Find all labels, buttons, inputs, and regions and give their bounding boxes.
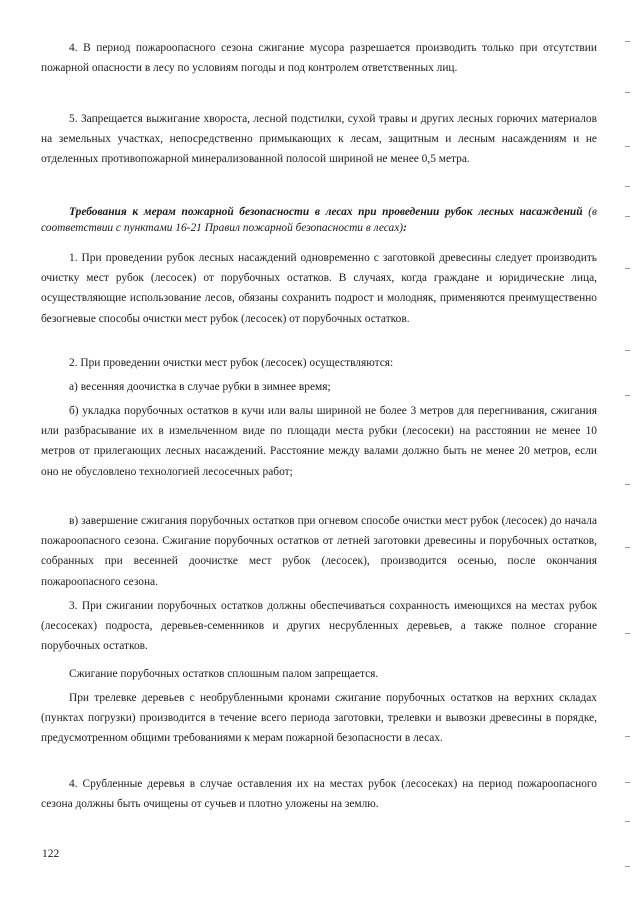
scan-edge-mark — [625, 41, 630, 42]
body-paragraph-4: 4. Срубленные деревья в случае оставления их на местах рубок (лесосеках) на период пожароопасного сезона должны быть очищены от сучьев и плотно уложены на землю. — [41, 778, 597, 811]
scan-edge-mark — [625, 547, 630, 548]
scan-edge-mark — [625, 736, 630, 737]
scan-edge-mark — [625, 484, 630, 485]
scan-edge-mark — [625, 216, 630, 217]
body-continuous-burn-note: Сжигание порубочных остатков сплошным палом запрещается. — [69, 668, 379, 680]
scan-edge-mark — [625, 633, 630, 634]
section-heading-colon: : — [403, 222, 407, 234]
body-paragraph-3: 3. При сжигании порубочных остатков должны обеспечиваться сохранность имеющихся на местах рубок (лесосеках) подроста, деревьев-семенников и других несрубленных деревьев, а также полное сгорание порубочных остатков. — [41, 600, 597, 653]
scan-edge-mark — [625, 782, 630, 783]
paragraph-4-garbage-burning: 4. В период пожароопасного сезона сжигание мусора разрешается производить только при отсутствии пожарной опасности в лесу по условиям погоды и под контролем ответственных лиц. — [41, 42, 597, 75]
scan-edge-mark — [625, 268, 630, 269]
scan-edge-mark — [625, 92, 630, 93]
scan-edge-mark — [625, 146, 630, 147]
section-heading-subtitle: (в соответствии с пунктами 16-21 Правил пожарной безопасности в лесах) — [41, 206, 597, 234]
body-item-v: в) завершение сжигания порубочных остатков при огневом способе очистки мест рубок (лесосек) до начала пожароопасного сезона. Сжигание порубочных остатков от летней заготовки древесины и порубочных остатков, собранных при весенней доочистке мест рубок (лесосек), производится осенью, после окончания пожароопасного сезона. — [41, 515, 597, 588]
scan-edge-mark — [625, 186, 630, 187]
section-heading — [41, 204, 597, 236]
paragraph-5-burning-prohibition: 5. Запрещается выжигание хвороста, лесной подстилки, сухой травы и других лесных горючих материалов на земельных участках, непосредственно примыкающих к лесам, защитным и лесным насаждениям и не отделенных противопожарной минерализованной полосой шириной не менее 0,5 метра. — [41, 113, 597, 166]
body-skidding-paragraph: При трелевке деревьев с необрубленными кронами сжигание порубочных остатков на верхних складах (пунктах погрузки) производится в течение всего периода заготовки, трелевки и вывозки древесины в порядке, предусмотренном общими требованиями к мерам пожарной безопасности в лесах. — [41, 692, 597, 745]
body-paragraph-1: 1. При проведении рубок лесных насаждений одновременно с заготовкой древесины следует производить очистку мест рубок (лесосек) от порубочных остатков. В случаях, когда граждане и юридические лица, осуществляющие использование лесов, обязаны сохранить подрост и молодняк, применяются преимущественно безогневые способы очистки мест рубок (лесосек) от порубочных остатков. — [41, 252, 597, 325]
section-heading-title: Требования к мерам пожарной безопасности в лесах при проведении рубок лесных насаждений — [69, 206, 583, 218]
scan-edge-mark — [625, 350, 630, 351]
body-paragraph-2: 2. При проведении очистки мест рубок (лесосек) осуществляются: — [69, 357, 394, 369]
body-item-b: б) укладка порубочных остатков в кучи или валы шириной не более 3 метров для перегнивания, сжигания или разбрасывание их в измельченном виде по площади места рубки (лесосеки) на расстоянии не менее 10 метров от прилегающих лесных насаждений. Расстояние между валами должно быть не менее 20 метров, если оно не обусловлено технологией лесосечных работ; — [41, 405, 597, 478]
scan-edge-mark — [625, 866, 630, 867]
scan-edge-mark — [625, 395, 630, 396]
scan-edge-mark — [625, 821, 630, 822]
page-number: 122 — [42, 848, 60, 860]
body-item-a: а) весенняя доочистка в случае рубки в зимнее время; — [69, 381, 331, 393]
